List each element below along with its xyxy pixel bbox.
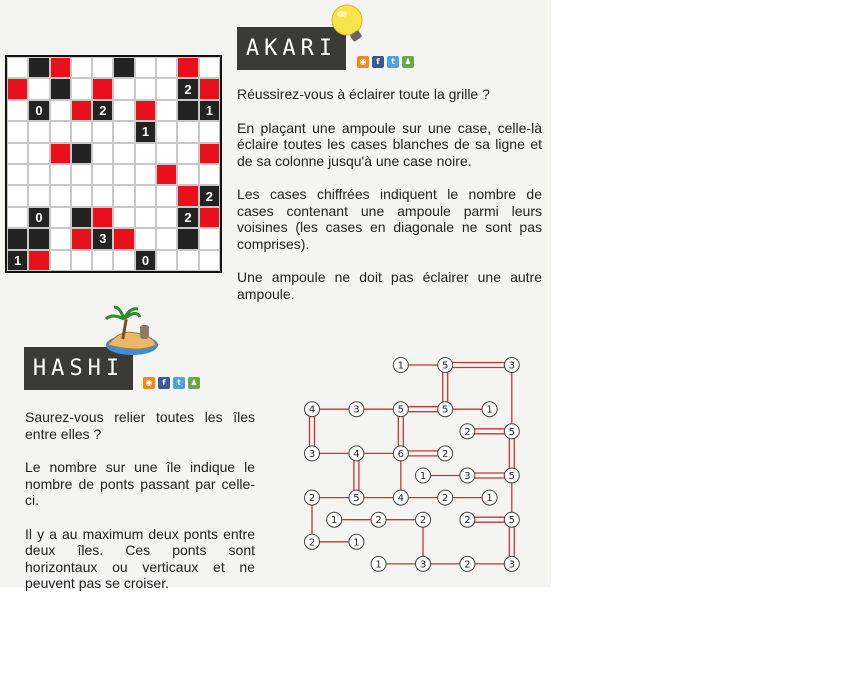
akari-rule-1: En plaçant une ampoule sur une case, celle-là éclaire toutes les cases blanches de sa ligne et de sa colonne jusqu'à une case noire.	[237, 119, 542, 169]
bulb-cell[interactable]	[199, 78, 220, 99]
island-number: 3	[508, 360, 515, 372]
island-number: 3	[464, 471, 471, 482]
white-cell[interactable]	[113, 78, 134, 99]
numbered-cell[interactable]: 2	[199, 185, 220, 206]
island-number: 2	[464, 426, 471, 438]
island-icon	[100, 305, 160, 360]
numbered-cell[interactable]: 0	[28, 207, 49, 228]
hashi-rule-2: Il y a au maximum deux ponts entre deux îles. Ces ponts sont horizontaux ou verticaux et ne peuvent pas se croiser.	[25, 525, 255, 591]
island-number: 2	[308, 537, 316, 549]
bulb-cell[interactable]	[156, 164, 177, 185]
white-cell[interactable]	[50, 207, 71, 228]
white-cell[interactable]	[156, 185, 177, 206]
island-number: 5	[442, 360, 449, 372]
bulb-cell[interactable]	[177, 57, 198, 78]
white-cell[interactable]	[135, 185, 156, 206]
white-cell[interactable]	[92, 143, 113, 164]
white-cell[interactable]	[199, 250, 220, 271]
facebook-icon[interactable]: f	[372, 56, 384, 68]
white-cell[interactable]	[156, 100, 177, 121]
numbered-cell[interactable]: 2	[177, 207, 198, 228]
black-cell[interactable]	[113, 57, 134, 78]
white-cell[interactable]	[156, 228, 177, 249]
twitter-icon[interactable]: t	[387, 56, 399, 68]
twitter-icon[interactable]: t	[173, 377, 185, 389]
share-icon[interactable]: ♟	[402, 56, 414, 68]
island-number: 5	[508, 515, 515, 527]
white-cell[interactable]	[50, 100, 71, 121]
hashi-board[interactable]	[300, 354, 525, 574]
numbered-cell[interactable]: 1	[7, 250, 28, 271]
white-cell[interactable]	[113, 121, 134, 142]
island-number: 2	[308, 493, 316, 505]
black-cell[interactable]	[177, 100, 198, 121]
island-number: 1	[331, 515, 338, 527]
akari-rule-3: Une ampoule ne doit pas éclairer une autre ampoule.	[237, 269, 542, 302]
white-cell[interactable]	[113, 100, 134, 121]
bulb-cell[interactable]	[28, 250, 49, 271]
white-cell[interactable]	[71, 164, 92, 185]
white-cell[interactable]	[177, 121, 198, 142]
island-number: 4	[308, 404, 316, 416]
island-number: 6	[397, 448, 404, 460]
black-cell[interactable]	[71, 143, 92, 164]
white-cell[interactable]	[135, 164, 156, 185]
island-number: 2	[442, 448, 449, 460]
white-cell[interactable]	[7, 100, 28, 121]
bulb-cell[interactable]	[177, 185, 198, 206]
island-number: 1	[353, 537, 360, 549]
bulb-cell[interactable]	[92, 207, 113, 228]
black-cell[interactable]	[7, 228, 28, 249]
white-cell[interactable]	[71, 121, 92, 142]
black-cell[interactable]	[177, 228, 198, 249]
white-cell[interactable]	[50, 164, 71, 185]
white-cell[interactable]	[199, 164, 220, 185]
numbered-cell[interactable]: 0	[28, 100, 49, 121]
white-cell[interactable]	[28, 78, 49, 99]
white-cell[interactable]	[50, 250, 71, 271]
white-cell[interactable]	[7, 164, 28, 185]
hashi-intro: Saurez-vous relier toutes les îles entre elles ?	[25, 409, 255, 442]
white-cell[interactable]	[50, 121, 71, 142]
white-cell[interactable]	[156, 250, 177, 271]
white-cell[interactable]	[71, 250, 92, 271]
island-number: 2	[464, 515, 471, 527]
white-cell[interactable]	[7, 57, 28, 78]
island-number: 4	[397, 493, 404, 505]
bulb-cell[interactable]	[199, 207, 220, 228]
white-cell[interactable]	[7, 121, 28, 142]
white-cell[interactable]	[92, 185, 113, 206]
hashi-logo-text: HASHI	[32, 356, 125, 381]
bulb-cell[interactable]	[113, 228, 134, 249]
bulb-cell[interactable]	[92, 78, 113, 99]
bulb-cell[interactable]	[50, 57, 71, 78]
white-cell[interactable]	[113, 250, 134, 271]
akari-rule-2: Les cases chiffrées indiquent le nombre de cases contenant une ampoule parmi leurs voisines (les cases en diagonale ne sont pas comprises).	[237, 186, 542, 252]
white-cell[interactable]	[135, 78, 156, 99]
white-cell[interactable]	[177, 164, 198, 185]
island-number: 1	[486, 493, 493, 505]
island-number: 3	[308, 448, 316, 460]
island-number: 1	[419, 471, 427, 482]
bulb-cell[interactable]	[135, 100, 156, 121]
white-cell[interactable]	[71, 78, 92, 99]
numbered-cell[interactable]: 1	[135, 121, 156, 142]
white-cell[interactable]	[92, 250, 113, 271]
bulb-cell[interactable]	[71, 228, 92, 249]
white-cell[interactable]	[199, 57, 220, 78]
black-cell[interactable]	[28, 57, 49, 78]
share-icon[interactable]: ♟	[188, 377, 200, 389]
white-cell[interactable]	[50, 185, 71, 206]
white-cell[interactable]	[177, 250, 198, 271]
white-cell[interactable]	[156, 121, 177, 142]
white-cell[interactable]	[92, 164, 113, 185]
akari-grid[interactable]	[5, 55, 222, 273]
white-cell[interactable]	[156, 78, 177, 99]
hashi-rule-1: Le nombre sur une île indique le nombre de ponts passant par celle-ci.	[25, 459, 255, 508]
bulb-cell[interactable]	[50, 143, 71, 164]
black-cell[interactable]	[28, 228, 49, 249]
akari-rules	[237, 86, 542, 302]
white-cell[interactable]	[177, 143, 198, 164]
white-cell[interactable]	[156, 143, 177, 164]
island-number: 3	[419, 559, 427, 571]
island-number: 5	[508, 471, 515, 482]
island-number: 2	[464, 559, 471, 571]
island-number: 1	[486, 404, 493, 416]
island-number: 3	[508, 559, 515, 571]
white-cell[interactable]	[113, 207, 134, 228]
island-number: 5	[353, 493, 360, 505]
rss-icon[interactable]: ◉	[357, 56, 369, 68]
numbered-cell[interactable]: 2	[92, 100, 113, 121]
white-cell[interactable]	[135, 143, 156, 164]
white-cell[interactable]	[156, 57, 177, 78]
akari-logo-text: AKARI	[245, 36, 338, 61]
numbered-cell[interactable]: 2	[177, 78, 198, 99]
island-number: 5	[442, 404, 449, 416]
white-cell[interactable]	[71, 57, 92, 78]
island-number: 2	[442, 493, 449, 505]
white-cell[interactable]	[135, 207, 156, 228]
numbered-cell[interactable]: 3	[92, 228, 113, 249]
white-cell[interactable]	[28, 164, 49, 185]
white-cell[interactable]	[92, 121, 113, 142]
bulb-cell[interactable]	[7, 78, 28, 99]
black-cell[interactable]	[71, 207, 92, 228]
white-cell[interactable]	[28, 121, 49, 142]
white-cell[interactable]	[135, 57, 156, 78]
island-number: 3	[353, 404, 360, 416]
white-cell[interactable]	[113, 185, 134, 206]
white-cell[interactable]	[199, 228, 220, 249]
white-cell[interactable]	[71, 185, 92, 206]
island-number: 2	[375, 515, 382, 527]
white-cell[interactable]	[7, 207, 28, 228]
island-number: 2	[419, 515, 427, 527]
white-cell[interactable]	[7, 143, 28, 164]
rss-icon[interactable]: ◉	[143, 377, 155, 389]
hashi-social-bar	[143, 377, 200, 389]
facebook-icon[interactable]: f	[158, 377, 170, 389]
numbered-cell[interactable]: 1	[199, 100, 220, 121]
island-number: 5	[508, 426, 515, 438]
island-number: 1	[397, 360, 404, 372]
island-number: 5	[397, 404, 404, 416]
bulb-cell[interactable]	[71, 100, 92, 121]
island-number: 1	[375, 559, 382, 571]
island-number: 4	[353, 448, 360, 460]
white-cell[interactable]	[50, 228, 71, 249]
numbered-cell[interactable]: 0	[135, 250, 156, 271]
black-cell[interactable]	[50, 78, 71, 99]
white-cell[interactable]	[113, 143, 134, 164]
white-cell[interactable]	[28, 185, 49, 206]
white-cell[interactable]	[113, 164, 134, 185]
white-cell[interactable]	[135, 228, 156, 249]
akari-social-bar	[357, 56, 414, 68]
bulb-cell[interactable]	[199, 143, 220, 164]
white-cell[interactable]	[28, 143, 49, 164]
white-cell[interactable]	[199, 121, 220, 142]
white-cell[interactable]	[7, 185, 28, 206]
white-cell[interactable]	[92, 57, 113, 78]
white-cell[interactable]	[156, 207, 177, 228]
akari-intro: Réussirez-vous à éclairer toute la grille ?	[237, 86, 490, 102]
hashi-rules	[25, 409, 255, 592]
lightbulb-icon	[325, 2, 369, 46]
